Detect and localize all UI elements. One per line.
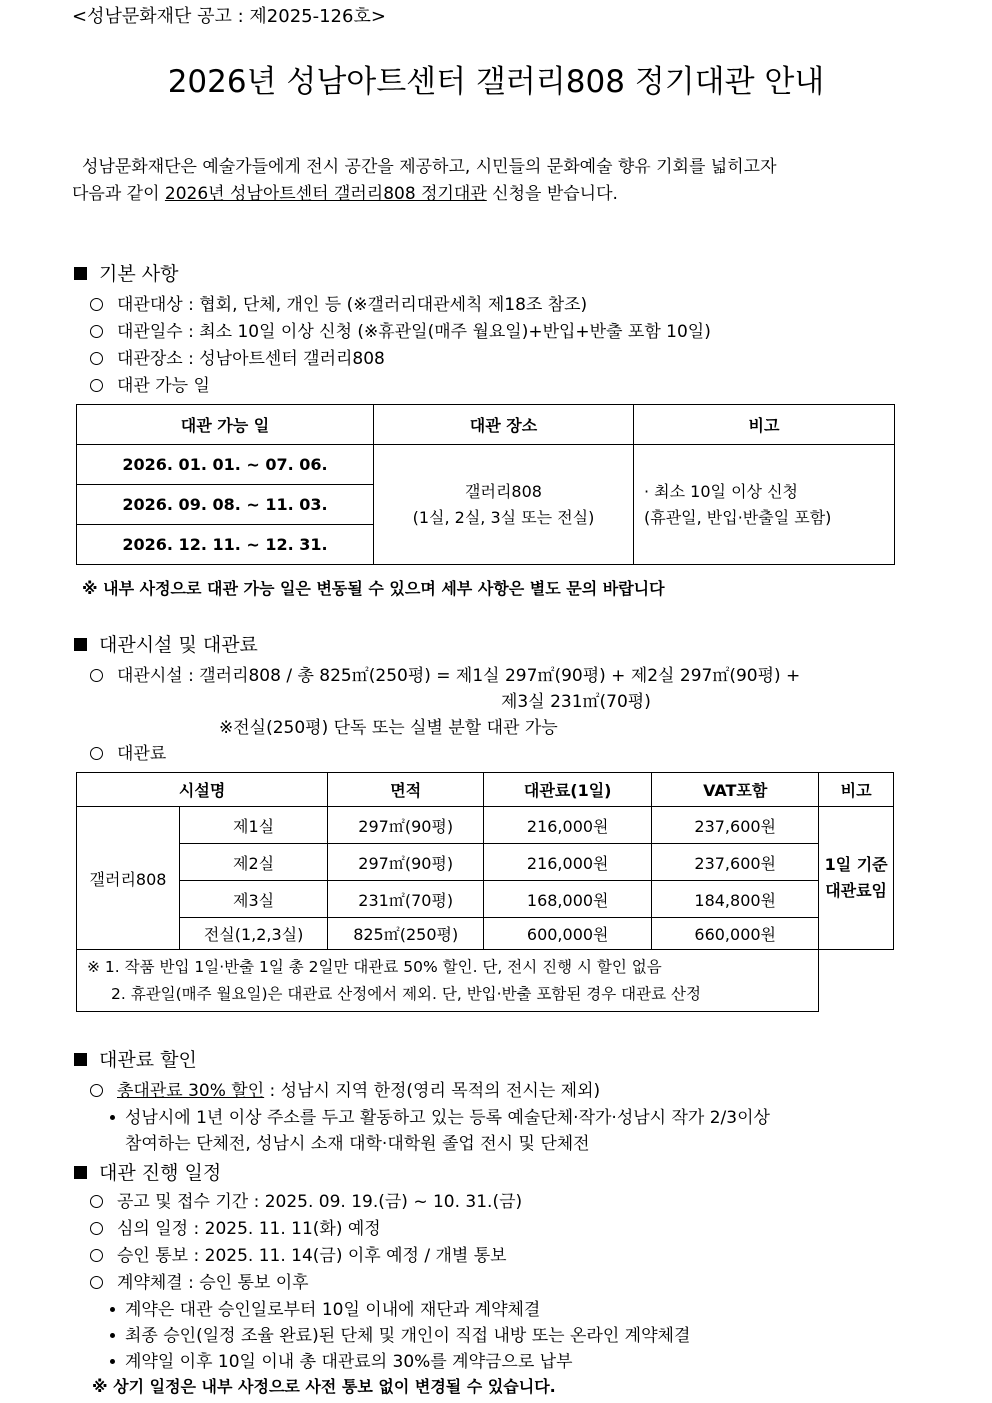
availability-date-2: 2026. 09. 08. ~ 11. 03.	[77, 485, 374, 525]
square-bullet-icon	[74, 1053, 87, 1066]
dot-bullet-icon	[110, 1307, 115, 1312]
fee-remark	[819, 807, 894, 950]
schedule-item-4-text: 계약체결 : 승인 통보 이후	[117, 1273, 309, 1293]
section-schedule-heading	[74, 1158, 221, 1185]
fee-notes	[77, 950, 819, 1012]
fee-group-name: 갤러리808	[77, 807, 180, 950]
schedule-bullet-2-text: 최종 승인(일정 조율 완료)된 단체 및 개인이 직접 내방 또는 온라인 계약체결	[125, 1326, 691, 1346]
circle-bullet-icon	[90, 298, 103, 311]
circle-bullet-icon	[90, 1084, 103, 1097]
fee-header-fee: 대관료(1일)	[484, 773, 652, 807]
facility-item-1	[90, 661, 800, 686]
fee-row-1-fee: 216,000원	[484, 807, 652, 844]
discount-bullet-line-1	[110, 1103, 770, 1128]
fee-header-facility: 시설명	[77, 773, 328, 807]
circle-bullet-icon	[90, 1249, 103, 1262]
discount-underlined-text: 총대관료 30% 할인	[117, 1081, 265, 1101]
dot-bullet-icon	[110, 1115, 115, 1120]
intro-line-2-pre: 다음과 같이	[72, 184, 165, 204]
fee-row-2-fee: 216,000원	[484, 844, 652, 881]
intro-underlined-text: 2026년 성남아트센터 갤러리808 정기대관	[164, 184, 487, 204]
availability-place-line-2: (1실, 2실, 3실 또는 전실)	[412, 507, 595, 527]
basic-footnote: ※ 내부 사정으로 대관 가능 일은 변동될 수 있으며 세부 사항은 별도 문의 바랍니다	[82, 579, 665, 598]
dot-bullet-icon	[110, 1333, 115, 1338]
basic-item-3-text: 대관장소 : 성남아트센터 갤러리808	[117, 349, 385, 369]
fee-row-3-name: 제3실	[180, 881, 328, 918]
availability-date-1: 2026. 01. 01. ~ 07. 06.	[77, 445, 374, 485]
basic-item-3	[90, 344, 385, 369]
schedule-item-1	[90, 1187, 522, 1212]
schedule-item-3	[90, 1241, 507, 1266]
circle-bullet-icon	[90, 669, 103, 682]
schedule-item-2-text: 심의 일정 : 2025. 11. 11(화) 예정	[117, 1219, 381, 1239]
intro-line-1: 성남문화재단은 예술가들에게 전시 공간을 제공하고, 시민들의 문화예술 향유 기회를 넓히고자	[82, 157, 777, 177]
fee-table	[76, 772, 894, 1012]
fee-row-1-vat: 237,600원	[652, 807, 819, 844]
circle-bullet-icon	[90, 325, 103, 338]
fee-row-3-fee: 168,000원	[484, 881, 652, 918]
circle-bullet-icon	[90, 1195, 103, 1208]
availability-header-place: 대관 장소	[374, 405, 634, 445]
basic-item-2-text: 대관일수 : 최소 10일 이상 신청 (※휴관일(매주 월요일)+반입+반출 포함 10일)	[117, 322, 711, 342]
schedule-bullet-1	[110, 1295, 540, 1320]
section-schedule-title: 대관 진행 일정	[99, 1162, 222, 1184]
notice-number: <성남문화재단 공고 : 제2025-126호>	[72, 6, 386, 27]
facility-item-1-note: ※전실(250평) 단독 또는 실별 분할 대관 가능	[219, 718, 558, 738]
basic-item-1-text: 대관대상 : 협회, 단체, 개인 등 (※갤러리대관세칙 제18조 참조)	[117, 295, 588, 315]
section-facility-title: 대관시설 및 대관료	[99, 634, 258, 656]
facility-item-1-text: 대관시설 : 갤러리808 / 총 825㎡(250평) = 제1실 297㎡(90평) + 제2실 297㎡(90평) +	[117, 666, 801, 686]
fee-row-2-area: 297㎡(90평)	[328, 844, 484, 881]
fee-row-4-name: 전실(1,2,3실)	[180, 918, 328, 950]
schedule-bullet-2	[110, 1321, 690, 1346]
section-facility-heading	[74, 630, 258, 657]
availability-header-date: 대관 가능 일	[77, 405, 374, 445]
intro-paragraph	[72, 154, 902, 208]
availability-note	[634, 445, 895, 565]
section-basic-heading	[74, 259, 178, 286]
facility-item-2	[90, 739, 166, 764]
fee-remark-line-2: 대관료임	[825, 881, 888, 900]
fee-row-4-fee: 600,000원	[484, 918, 652, 950]
facility-item-2-text: 대관료	[117, 744, 167, 764]
schedule-item-3-text: 승인 통보 : 2025. 11. 14(금) 이후 예정 / 개별 통보	[117, 1246, 507, 1266]
fee-header-area: 면적	[328, 773, 484, 807]
fee-row-4-vat: 660,000원	[652, 918, 819, 950]
circle-bullet-icon	[90, 1222, 103, 1235]
availability-note-line-1: · 최소 10일 이상 신청	[644, 481, 798, 501]
fee-remark-line-1: 1일 기준	[824, 855, 888, 874]
schedule-item-4	[90, 1268, 309, 1293]
availability-place-line-1: 갤러리808	[465, 481, 542, 501]
facility-item-1-line-2: 제3실 231㎡(70평)	[501, 692, 651, 712]
basic-item-1	[90, 290, 587, 315]
availability-table	[76, 404, 895, 565]
fee-note-2: 2. 휴관일(매주 월요일)은 대관료 산정에서 제외. 단, 반입·반출 포함된 경우 대관료 산정	[111, 984, 701, 1003]
circle-bullet-icon	[90, 352, 103, 365]
schedule-item-1-text: 공고 및 접수 기간 : 2025. 09. 19.(금) ~ 10. 31.(금)	[117, 1192, 523, 1212]
fee-row-3-vat: 184,800원	[652, 881, 819, 918]
section-discount-title: 대관료 할인	[99, 1049, 197, 1071]
schedule-footnote: ※ 상기 일정은 내부 사정으로 사전 통보 없이 변경될 수 있습니다.	[92, 1377, 556, 1396]
fee-header-remark: 비고	[819, 773, 894, 807]
intro-line-2	[72, 181, 902, 208]
availability-place	[374, 445, 634, 565]
schedule-bullet-1-text: 계약은 대관 승인일로부터 10일 이내에 재단과 계약체결	[125, 1300, 541, 1320]
square-bullet-icon	[74, 638, 87, 651]
availability-date-3: 2026. 12. 11. ~ 12. 31.	[77, 525, 374, 565]
schedule-item-2	[90, 1214, 381, 1239]
circle-bullet-icon	[90, 747, 103, 760]
discount-bullet-line-1-text: 성남시에 1년 이상 주소를 두고 활동하고 있는 등록 예술단체·작가·성남시 작가 2/3이상	[125, 1108, 770, 1128]
fee-row-1-name: 제1실	[180, 807, 328, 844]
availability-header-note: 비고	[634, 405, 895, 445]
section-discount-heading	[74, 1045, 197, 1072]
section-basic-title: 기본 사항	[99, 263, 179, 285]
schedule-bullet-3	[110, 1347, 573, 1372]
basic-item-4	[90, 371, 210, 396]
fee-row-3-area: 231㎡(70평)	[328, 881, 484, 918]
fee-note-1: ※ 1. 작품 반입 1일·반출 1일 총 2일만 대관료 50% 할인. 단, 전시 진행 시 할인 없음	[87, 957, 662, 976]
discount-item	[90, 1076, 600, 1101]
fee-row-2-vat: 237,600원	[652, 844, 819, 881]
dot-bullet-icon	[110, 1359, 115, 1364]
basic-item-4-text: 대관 가능 일	[117, 376, 210, 396]
discount-item-rest: : 성남시 지역 한정(영리 목적의 전시는 제외)	[264, 1081, 601, 1101]
availability-note-line-2: (휴관일, 반입·반출일 포함)	[644, 507, 832, 527]
fee-header-vat: VAT포함	[652, 773, 819, 807]
intro-line-2-post: 신청을 받습니다.	[486, 184, 618, 204]
circle-bullet-icon	[90, 379, 103, 392]
schedule-bullet-3-text: 계약일 이후 10일 이내 총 대관료의 30%를 계약금으로 납부	[125, 1352, 573, 1372]
fee-row-1-area: 297㎡(90평)	[328, 807, 484, 844]
basic-item-2	[90, 317, 711, 342]
fee-row-2-name: 제2실	[180, 844, 328, 881]
page-title: 2026년 성남아트센터 갤러리808 정기대관 안내	[167, 64, 825, 100]
square-bullet-icon	[74, 267, 87, 280]
square-bullet-icon	[74, 1166, 87, 1179]
fee-row-4-area: 825㎡(250평)	[328, 918, 484, 950]
discount-bullet-line-2: 참여하는 단체전, 성남시 소재 대학·대학원 졸업 전시 및 단체전	[125, 1134, 590, 1154]
circle-bullet-icon	[90, 1276, 103, 1289]
